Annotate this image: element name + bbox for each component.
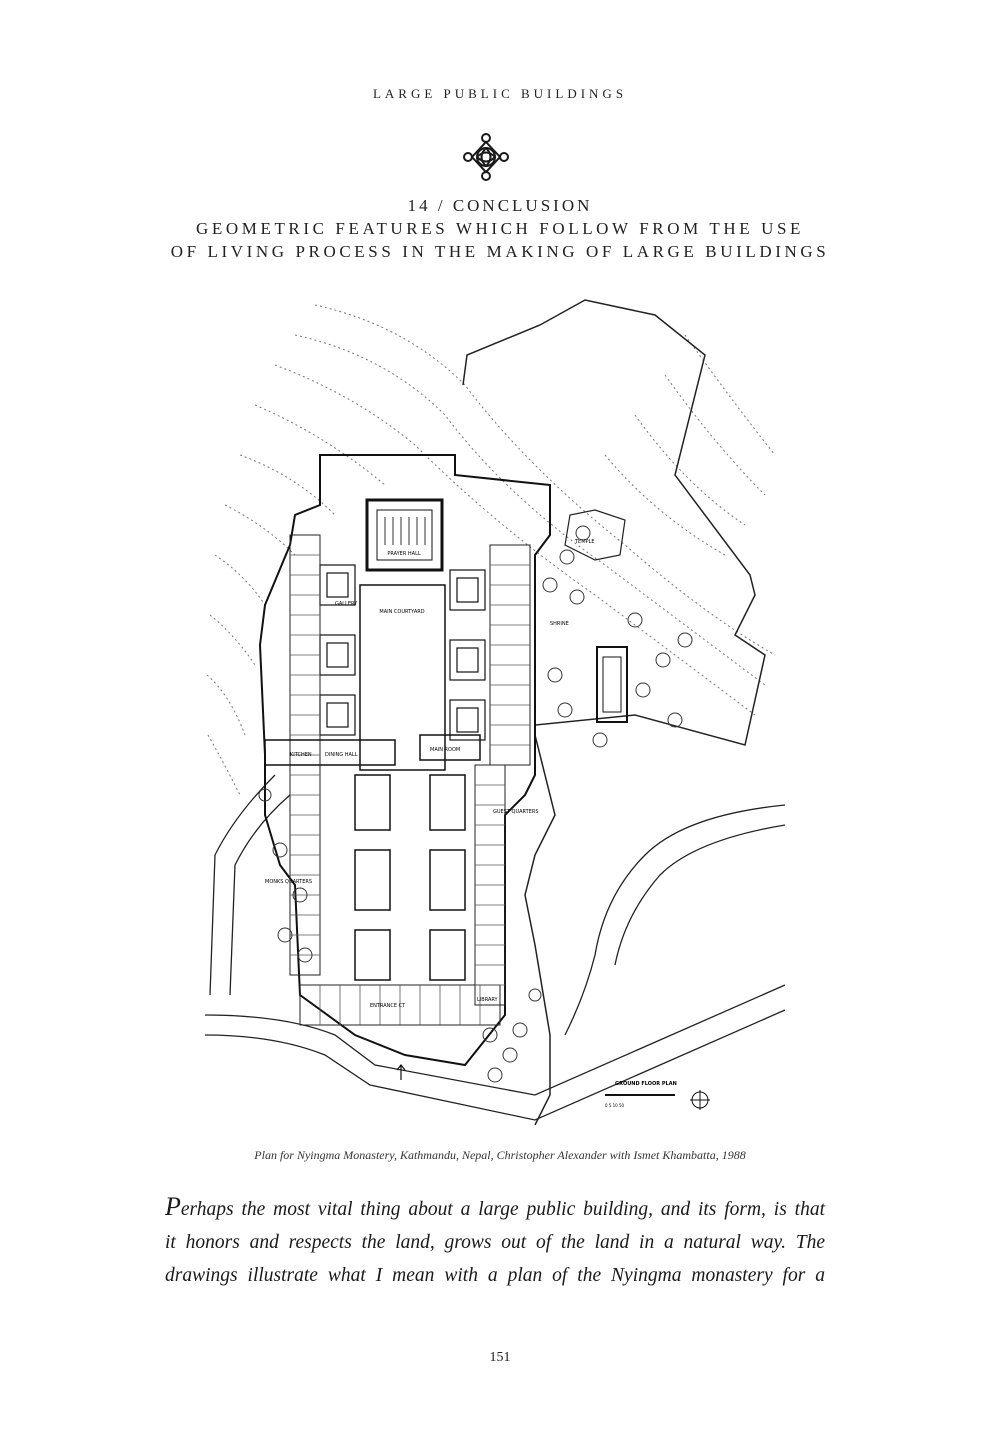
- label-dining-hall: DINING HALL: [325, 752, 358, 758]
- figure-caption: Plan for Nyingma Monastery, Kathmandu, Nepal, Christopher Alexander with Ismet Khambatta, 1988: [254, 1148, 746, 1162]
- body-line-2: it honors and respects the land, grows out of the land in a natural way. The: [165, 1232, 825, 1253]
- monastery-site-plan: [205, 295, 785, 1125]
- label-entrance-ct: ENTRANCE CT: [370, 1003, 406, 1009]
- chapter-heading: 14 / CONCLUSION: [407, 196, 593, 215]
- label-ground-floor-plan: GROUND FLOOR PLAN: [615, 1081, 677, 1087]
- running-head: LARGE PUBLIC BUILDINGS: [372, 86, 628, 101]
- label-shrine: SHRINE: [550, 621, 569, 627]
- building-complex: [260, 455, 550, 1065]
- title-line-2: OF LIVING PROCESS IN THE MAKING OF LARGE BUILDINGS: [170, 242, 830, 261]
- page-number: 151: [489, 1350, 511, 1365]
- label-library: LIBRARY: [477, 997, 498, 1003]
- title-line-1: GEOMETRIC FEATURES WHICH FOLLOW FROM THE USE: [196, 219, 804, 238]
- celtic-knot-ornament-icon: [462, 130, 510, 184]
- label-gallery: GALLERY: [335, 601, 358, 607]
- label-main-room: MAIN ROOM: [430, 747, 461, 753]
- label-kitchen: KITCHEN: [290, 752, 312, 758]
- body-line-1: [165, 1190, 825, 1226]
- body-paragraph: [165, 1190, 825, 1292]
- label-main-courtyard: MAIN COURTYARD: [379, 609, 425, 615]
- label-guest-quarters: GUEST QUARTERS: [493, 809, 539, 815]
- label-temple: TEMPLE: [575, 539, 595, 545]
- contour-lines: [207, 305, 775, 795]
- body-line-1-text: erhaps the most vital thing about a large public building, and its form, is that: [180, 1199, 825, 1220]
- dropcap: P: [165, 1192, 181, 1221]
- label-scale: 0 5 10 50: [605, 1103, 625, 1108]
- label-prayer-hall: PRAYER HALL: [387, 551, 421, 557]
- label-monks-quarters: MONKS QUARTERS: [265, 879, 313, 885]
- body-line-3: drawings illustrate what I mean with a plan of the Nyingma monastery for a: [165, 1265, 825, 1286]
